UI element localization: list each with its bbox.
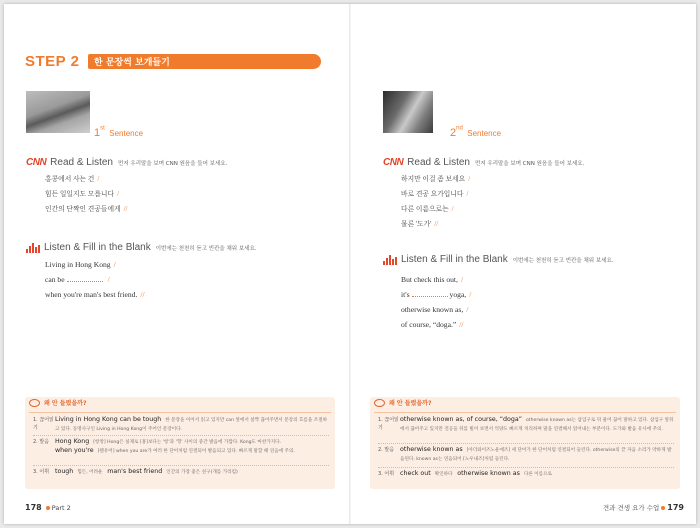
read-line: 힘든 일일지도 모릅니다 / xyxy=(45,191,119,198)
page-number-left: 178 Part 2 xyxy=(25,503,71,512)
video-still-photo xyxy=(383,91,433,133)
note-row: 3. 어휘 check out 확인하다 otherwise known as 다른 이름으로 xyxy=(378,470,552,477)
step-bar xyxy=(88,54,321,69)
audio-bars-icon xyxy=(383,255,397,265)
fill-line: of course, “doga.” // xyxy=(401,320,464,329)
note-heading: 왜 안 들렸을까? xyxy=(29,398,86,407)
sentence-label: 2nd Sentence xyxy=(450,125,502,139)
fill-line: it's yoga, / xyxy=(401,290,472,299)
note-heading: 왜 안 들렸을까? xyxy=(374,398,431,407)
read-line: 물론 '도가' // xyxy=(401,221,439,228)
step-title: STEP 2 xyxy=(25,53,80,70)
fill-lines xyxy=(401,272,471,332)
row-divider xyxy=(33,465,329,466)
row-divider xyxy=(378,467,674,468)
audio-bars-icon xyxy=(26,243,40,253)
fill-line: But check this out, / xyxy=(401,275,464,284)
fill-lines xyxy=(45,257,145,302)
note-row: 3. 어휘 tough 힘든, 어려운 man's best friend 인간의 가장 좋은 친구(개를 가리킴) xyxy=(33,468,238,475)
read-line: 다른 이름으로는 / xyxy=(401,206,454,213)
page-fold xyxy=(349,4,351,524)
speech-bubble-icon xyxy=(374,399,385,407)
sentence-label: 1st Sentence xyxy=(94,125,144,139)
video-still-photo xyxy=(26,91,90,133)
read-line: 인간의 단짝인 견공들에게 // xyxy=(45,206,128,213)
row-divider xyxy=(378,443,674,444)
answer-blank[interactable] xyxy=(67,275,103,282)
fill-blank-heading: Listen & Fill in the Blank 이번에는 천천히 듣고 빈칸을 채워 보세요. xyxy=(383,254,614,265)
read-line: 하지만 이걸 좀 보세요 / xyxy=(401,176,471,183)
note-divider xyxy=(374,412,676,413)
note-row: 2. 발음 Hong Kong [항캉] Hong은 실제로 [홍]보다는 '항'과 '헝' 사이의 중간 발음에 가깝다. Kong도 마찬가지다. when you're [웬유어] when you are가 여러 한 단어처럼 연결되어 발음되고 있다. 빠르게 말할 때 연음에 주의. xyxy=(33,438,295,454)
page-number-right: 견과 견생 요가 수업 179 xyxy=(602,503,684,512)
note-divider xyxy=(29,412,331,413)
read-lines xyxy=(45,172,127,217)
row-divider xyxy=(33,435,329,436)
read-lines xyxy=(401,172,470,232)
note-row: 2. 발음 otherwise known as [아더와이즈노운애즈] 세 단어가 한 단어처럼 연결되어 들린다. otherwise의 끝 자음 소리가 약하게 발음된다. known as는 연음되어 [노우내즈]처럼 들린다. xyxy=(378,446,672,462)
fill-line: Living in Hong Kong / xyxy=(45,260,116,269)
why-unheard-box xyxy=(25,397,335,489)
fill-line: when you're man's best friend. // xyxy=(45,290,145,299)
note-row: 1. 끊어읽기 otherwise known as, of course, “doga” otherwise known as는 삽입구로 뒤 물어 끊어 말하고 있다. 삽입구 앞뒤에서 끊어주고 있지만 견공들 뒤를 빌어 보면서 억양도 빠르게 처리하며 말을 연결해서 읽어내는 부분이다. 도가와 발음 유사에 주의. xyxy=(378,416,674,432)
cnn-logo-icon: CNN xyxy=(383,157,404,168)
book-spread xyxy=(4,4,696,524)
fill-blank-heading: Listen & Fill in the Blank 이번에는 천천히 듣고 빈칸을 채워 보세요. xyxy=(26,242,257,253)
why-unheard-box xyxy=(370,397,680,489)
cnn-logo-icon: CNN xyxy=(26,157,47,168)
fill-line: can be / xyxy=(45,275,110,284)
step-bar-text: 한 문장씩 보개들기 xyxy=(94,58,170,68)
read-listen-heading: CNN Read & Listen 먼저 우리말을 보며 CNN 원음을 들어 보세요. xyxy=(383,157,585,168)
answer-blank[interactable] xyxy=(412,290,448,297)
read-line: 바로 견공 요가입니다 / xyxy=(401,191,469,198)
speech-bubble-icon xyxy=(29,399,40,407)
fill-line: otherwise known as, / xyxy=(401,305,469,314)
note-row: 1. 끊어읽기 Living in Hong Kong can be tough 한 문장을 이어서 읽고 있지만 can 앞에서 살짝 끊어주면서 문장의 흐름을 조절하고 있다. 동명사구인 Living in Hong Kong이 주어인 문장이다. xyxy=(33,416,328,432)
read-listen-heading: CNN Read & Listen 먼저 우리말을 보며 CNN 원음을 들어 보세요. xyxy=(26,157,228,168)
read-line: 홍콩에서 사는 건 / xyxy=(45,176,100,183)
